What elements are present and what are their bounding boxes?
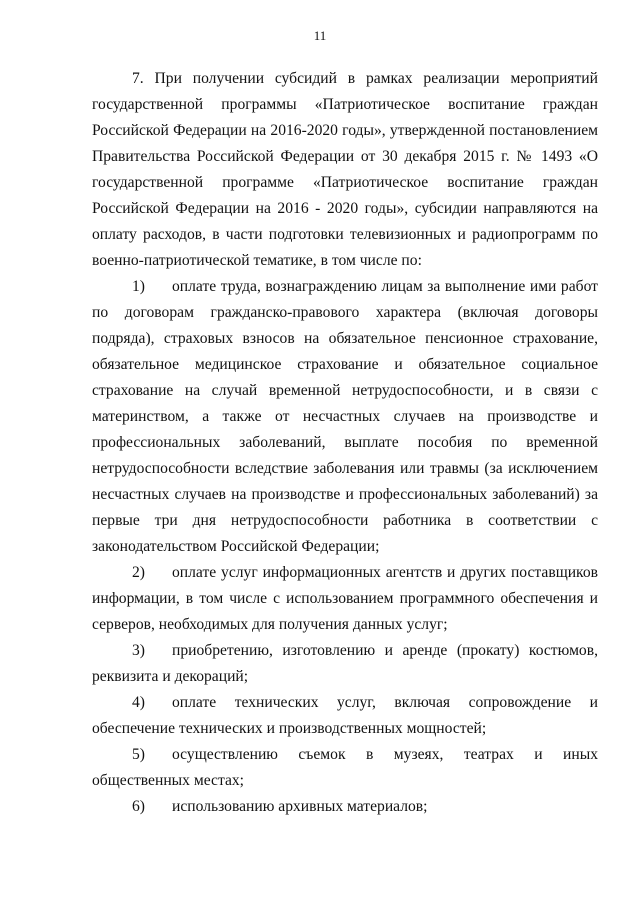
document-body [92, 66, 598, 820]
list-item-text: осуществлению съемок в музеях, театрах и иных общественных местах; [92, 746, 598, 789]
list-item-text: оплате труда, вознаграждению лицам за выполнение ими работ по договорам гражданско-правового характера (включая договоры подряда), страховых взносов на обязательное пенсионное страхование, обязательное медицинское страхование и обязательное социальное страхование на случай временной нетрудоспособности, и в связи с материнством, а также от несчастных случаев на производстве и профессиональных заболеваний, выплате пособия по временной нетрудоспособности вследствие заболевания или травмы (за исключением несчастных случаев на производстве и профессиональных заболеваний) за первые три дня нетрудоспособности работника в соответствии с законодательством Российской Федерации; [92, 278, 598, 555]
list-item-number: 5) [132, 746, 145, 763]
list-item-number: 3) [132, 642, 145, 659]
paragraph-7-intro: 7. При получении субсидий в рамках реализации мероприятий государственной программы «Патриотическое воспитание граждан Российской Федерации на 2016-2020 годы», утвержденной постановлением Правительства Российской Федерации от 30 декабря 2015 г. № 1493 «О государственной программе «Патриотическое воспитание граждан Российской Федерации на 2016 - 2020 годы», субсидии направляются на оплату расходов, в части подготовки телевизионных и радиопрограмм по военно-патриотической тематике, в том числе по: [92, 70, 598, 269]
list-item-6 [92, 794, 598, 820]
list-item-text: оплате услуг информационных агентств и других поставщиков информации, в том числе с использованием программного обеспечения и серверов, необходимых для получения данных услуг; [92, 564, 598, 633]
list-item-4 [92, 690, 598, 742]
list-item-3 [92, 638, 598, 690]
list-item-number: 4) [132, 694, 145, 711]
list-item-5 [92, 742, 598, 794]
list-item-text: использованию архивных материалов; [172, 798, 428, 815]
list-item-text: оплате технических услуг, включая сопровождение и обеспечение технических и производственных мощностей; [92, 694, 598, 737]
list-item-text: приобретению, изготовлению и аренде (прокату) костюмов, реквизита и декораций; [92, 642, 598, 685]
page-number: 11 [313, 28, 327, 43]
list-item-number: 6) [132, 798, 145, 815]
list-item-number: 2) [132, 564, 145, 581]
list-item-1 [92, 274, 598, 560]
list-item-number: 1) [132, 278, 145, 295]
list-item-2 [92, 560, 598, 638]
